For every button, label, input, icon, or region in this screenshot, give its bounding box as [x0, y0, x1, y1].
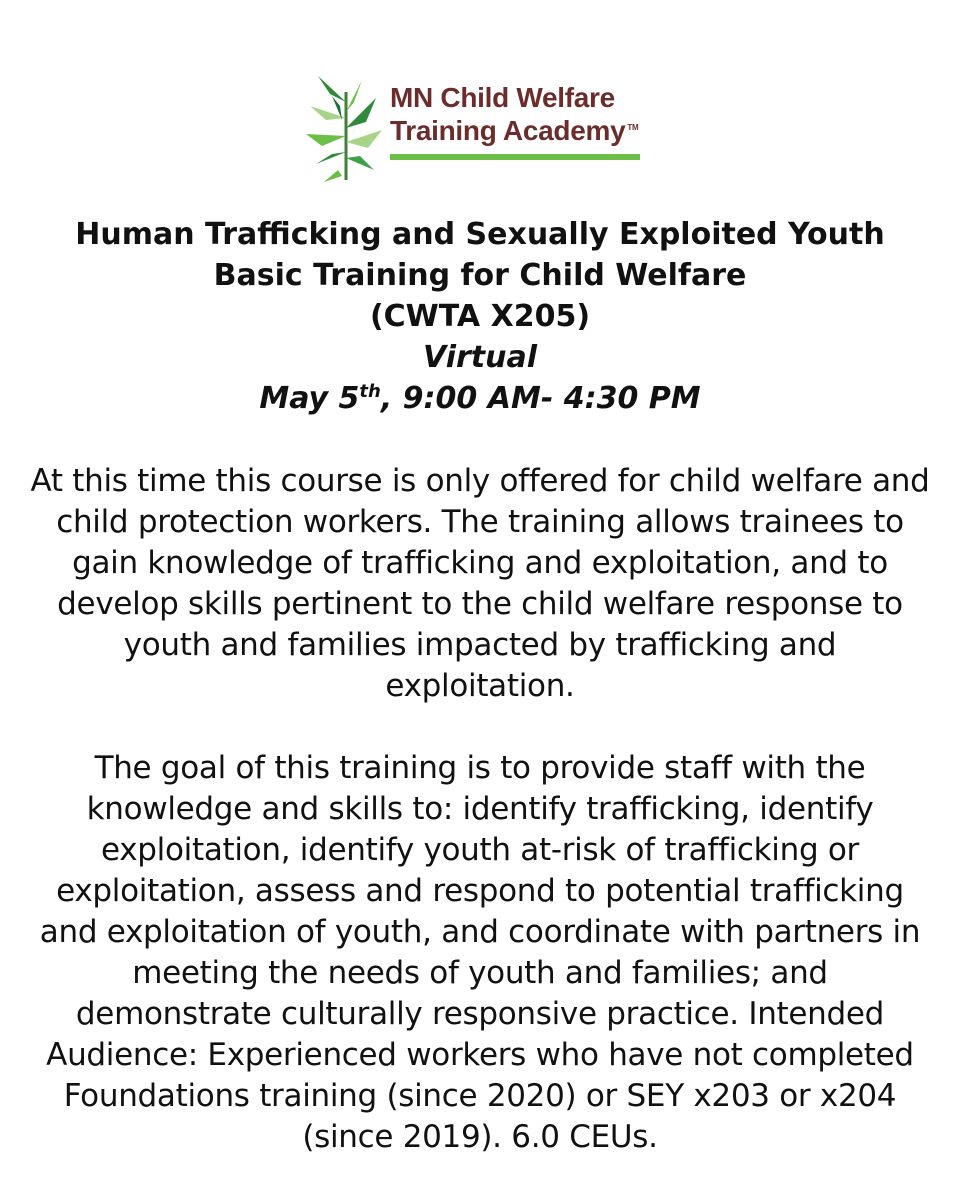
trademark-mark: TM: [627, 122, 639, 132]
course-time: , 9:00 AM- 4:30 PM: [380, 381, 701, 416]
logo-text-line1: MN Child Welfare: [390, 82, 615, 113]
course-date: May 5: [259, 381, 360, 416]
course-description: At this time this course is only offered for child welfare and child protection workers. The training allows trainees to gain knowledge of trafficking and exploitation, and to develop skills pertinent to the child welfare response to youth and families impacted by trafficking and exploitation.: [30, 463, 930, 704]
leaf-sprig-icon: [302, 72, 386, 184]
organization-logo: [302, 72, 652, 184]
course-subtitle: Basic Training for Child Welfare: [213, 258, 747, 293]
logo-text-line2: [390, 117, 638, 145]
course-goals: The goal of this training is to provide staff with the knowledge and skills to: identify trafficking, identify exploitation, identify youth at-risk of trafficking or exploitation, assess and respond to potential trafficking and exploitation of youth, and coordinate with partners in meeting the needs of youth and families; and demonstrate culturally responsive practice. Intended Audience: Experienced workers who have not completed Foundations training (since 2020) or SEY x203 or x204 (since 2019). 6.0 CEUs.: [39, 750, 921, 1155]
course-date-time: [30, 378, 930, 419]
course-title: Human Trafficking and Sexually Exploited Youth: [75, 217, 885, 252]
logo-text-line2-label: Training Academy: [390, 115, 626, 146]
logo-underline: [390, 154, 640, 160]
course-code: (CWTA X205): [369, 299, 591, 334]
course-format: Virtual: [423, 340, 537, 375]
date-ordinal-suffix: th: [359, 381, 381, 402]
course-title-block: [30, 214, 930, 419]
